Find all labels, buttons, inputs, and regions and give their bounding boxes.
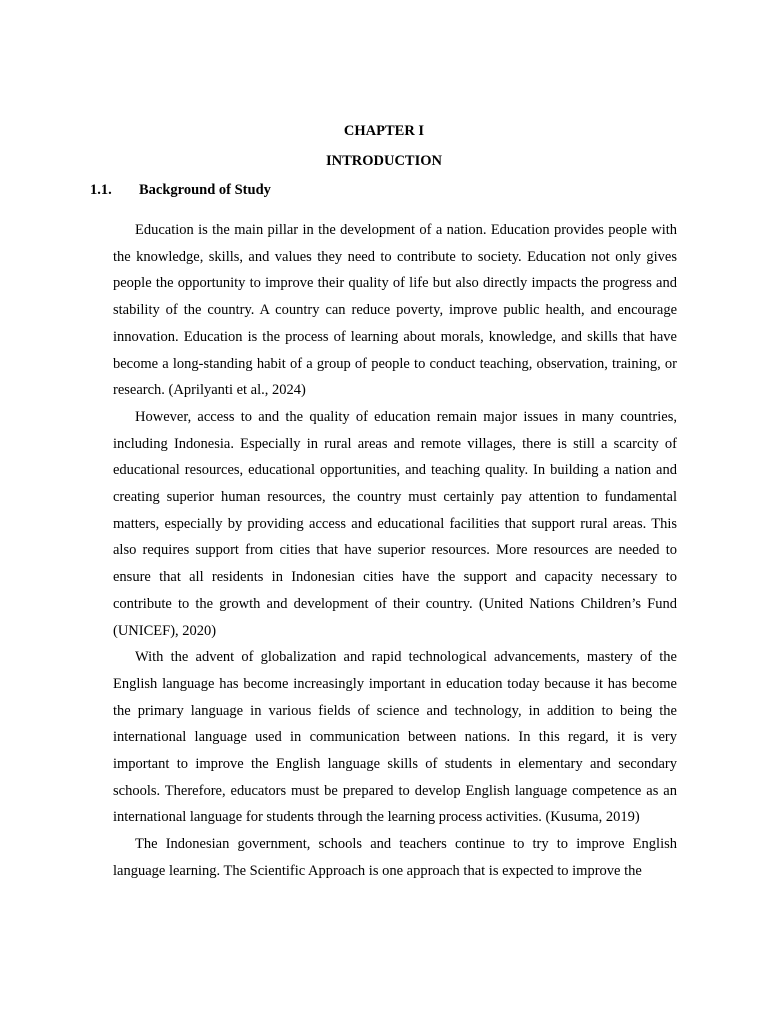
- section-number: 1.1.: [90, 182, 112, 198]
- section-title: Background of Study: [139, 182, 271, 198]
- paragraph: The Indonesian government, schools and teachers continue to try to improve English language learning. The Scientific Approach is one approach that is expected to improve the: [113, 836, 677, 879]
- paragraph: Education is the main pillar in the development of a nation. Education provides people with the knowledge, skills, and values they need to contribute to society. Education not only gives people the opportunity to improve their quality of life but also directly impacts the progress and stability of the country. A country can reduce poverty, improve public health, and encourage innovation. Education is the process of learning about morals, knowledge, and skills that have become a long-standing habit of a group of people to conduct teaching, observation, training, or research. (Aprilyanti et al., 2024): [113, 222, 677, 399]
- chapter-label: CHAPTER I: [343, 123, 425, 139]
- paragraph: However, access to and the quality of education remain major issues in many countries, including Indonesia. Especially in rural areas and remote villages, there is still a scarcity of educational resources, educational opportunities, and teaching quality. In building a nation and creating superior human resources, the country must certainly pay attention to fundamental matters, especially by providing access and educational facilities that support rural areas. This also requires support from cities that have superior resources. More resources are needed to ensure that all residents in Indonesian cities have the support and capacity necessary to contribute to the growth and development of their country. (United Nations Children’s Fund (UNICEF), 2020): [113, 408, 677, 639]
- body-text: [113, 217, 677, 885]
- chapter-title: INTRODUCTION: [325, 153, 442, 169]
- section-heading: [90, 181, 271, 199]
- paragraph: With the advent of globalization and rapid technological advancements, mastery of the English language has become increasingly important in education today because it has become the primary language in various fields of science and technology, in addition to being the international language used in communication between nations. In this regard, it is very important to improve the English language skills of students in elementary and secondary schools. Therefore, educators must be prepared to develop English language competence as an international language for students through the learning process activities. (Kusuma, 2019): [113, 649, 677, 826]
